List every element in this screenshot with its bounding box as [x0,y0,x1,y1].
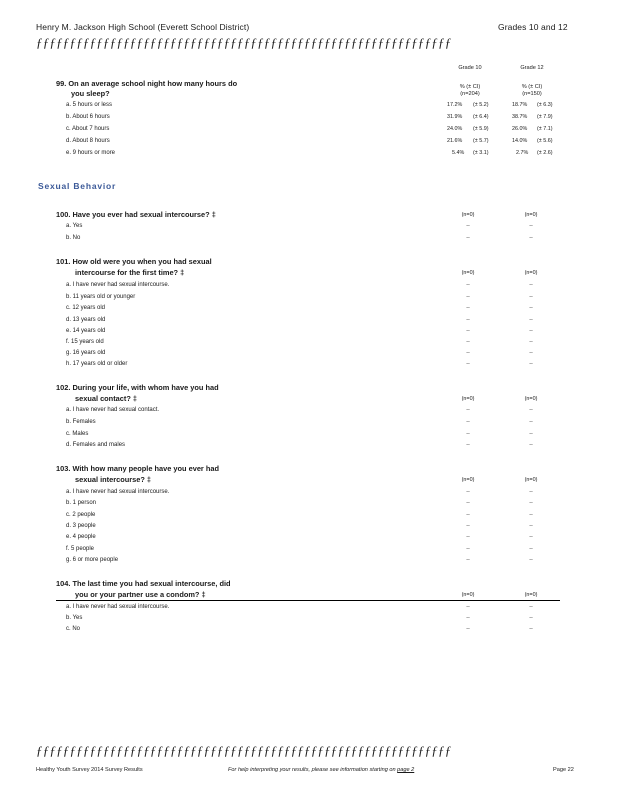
q102-c-g12: -- [529,431,533,437]
q103-option-g: g. 6 or more people [66,557,119,563]
q102-a-g10: -- [466,407,470,413]
grades-label: Grades 10 and 12 [498,22,568,32]
grade12-pct-ci: % (± CI) [521,84,543,90]
q101-b-g12: -- [529,294,533,300]
q103-option-d: d. 3 people [66,523,96,529]
q101-option-d: d. 13 years old [66,317,106,323]
grade12-header: Grade 12 [520,65,544,71]
q103-option-e: e. 4 people [66,534,96,540]
q103-n10: (n=0) [461,477,475,483]
q103-f-g12: -- [529,546,533,552]
q102-option-b: b. Females [66,419,96,425]
q99-option-d: d. About 8 hours [66,138,110,144]
section-title: Sexual Behavior [38,181,117,191]
q101-f-g10: -- [466,339,470,345]
question-100 [56,209,216,220]
page-number: Page 22 [553,767,574,773]
q103-e-g10: -- [466,534,470,540]
question-104-line2: you or your partner use a condom? ‡ [75,590,206,599]
q101-f-g12: -- [529,339,533,345]
q101-d-g10: -- [466,317,470,323]
q101-c-g10: -- [466,305,470,311]
q99-a-g10: 17.2% [447,102,463,108]
grade10-header: Grade 10 [458,65,482,71]
q102-n10: (n=0) [461,396,475,402]
q100-a-g12: -- [529,223,533,229]
q99-d-g10: 21.6% [447,138,463,144]
q103-c-g12: -- [529,512,533,518]
footer-help [228,767,414,773]
grade10-pct-ci: % (± CI) [459,84,481,90]
q101-c-g12: -- [529,305,533,311]
q102-d-g12: -- [529,442,533,448]
q99-option-b: b. About 6 hours [66,114,110,120]
q103-option-c: c. 2 people [66,512,96,518]
q101-option-a: a. I have never had sexual intercourse. [66,282,170,288]
question-103-line2: sexual intercourse? ‡ [75,475,151,484]
q104-option-b: b. Yes [66,615,83,621]
q104-b-g10: -- [466,615,470,621]
q101-a-g10: -- [466,282,470,288]
grade12-n: (n=150) [522,91,542,97]
q99-d-ci12: (± 5.6) [537,138,553,144]
q99-c-ci10: (± 5.9) [473,126,489,132]
q104-a-g10: -- [466,604,470,610]
q101-option-f: f. 15 years old [66,339,104,345]
q103-a-g10: -- [466,489,470,495]
question-101-line2: intercourse for the first time? ‡ [75,268,185,277]
q101-e-g10: -- [466,328,470,334]
q104-n10: (n=0) [461,592,475,598]
question-text-line1: During your life, with whom have you had [72,383,219,392]
q102-option-c: c. Males [66,431,89,437]
q101-g-g12: -- [529,350,533,356]
footer-help-link[interactable]: page 2 [397,767,415,773]
q99-b-ci12: (± 7.9) [537,114,553,120]
question-number: 103. [56,464,71,473]
q99-a-g12: 18.7% [512,102,528,108]
q99-e-ci10: (± 3.1) [473,150,489,156]
q100-b-g12: -- [529,235,533,241]
q101-option-g: g. 16 years old [66,350,106,356]
question-text-line1: Have you ever had sexual intercourse? ‡ [72,210,216,219]
q103-d-g12: -- [529,523,533,529]
q99-d-ci10: (± 5.7) [473,138,489,144]
q102-b-g10: -- [466,419,470,425]
q100-n12: (n=0) [524,212,538,218]
q103-c-g10: -- [466,512,470,518]
q100-b-g10: -- [466,235,470,241]
question-text-line1: On an average school night how many hours do [68,79,238,88]
q103-d-g10: -- [466,523,470,529]
question-number: 100. [56,210,71,219]
q101-option-c: c. 12 years old [66,305,106,311]
q104-option-c: c. No [66,626,81,632]
q99-c-ci12: (± 7.1) [537,126,553,132]
q99-option-e: e. 9 hours or more [66,150,116,156]
q103-e-g12: -- [529,534,533,540]
q101-e-g12: -- [529,328,533,334]
q103-n12: (n=0) [524,477,538,483]
grade10-n: (n=204) [460,91,480,97]
q101-option-e: e. 14 years old [66,328,106,334]
q102-b-g12: -- [529,419,533,425]
question-102 [56,382,219,393]
q104-a-g12: -- [529,604,533,610]
question-number: 99. [56,79,67,88]
question-103 [56,463,219,474]
q103-g-g12: -- [529,557,533,563]
q103-option-f: f. 5 people [66,546,95,552]
question-104 [56,578,231,589]
q99-option-c: c. About 7 hours [66,126,110,132]
q100-a-g10: -- [466,223,470,229]
q103-a-g12: -- [529,489,533,495]
q102-option-d: d. Females and males [66,442,126,448]
q102-c-g10: -- [466,431,470,437]
q99-b-g12: 38.7% [512,114,528,120]
q99-a-ci10: (± 5.2) [473,102,489,108]
q104-b-g12: -- [529,615,533,621]
q104-n12: (n=0) [524,592,538,598]
q103-g-g10: -- [466,557,470,563]
q99-b-g10: 31.9% [447,114,463,120]
q99-e-g12: 2.7% [516,150,529,156]
q99-option-a: a. 5 hours or less [66,102,113,108]
school-title: Henry M. Jackson High School (Everett School District) [36,22,250,32]
q100-option-a: a. Yes [66,223,83,229]
q101-n10: (n=0) [461,270,475,276]
q103-b-g10: -- [466,500,470,506]
q102-option-a: a. I have never had sexual contact. [66,407,160,413]
question-number: 104. [56,579,71,588]
q99-b-ci10: (± 6.4) [473,114,489,120]
q99-c-g12: 26.0% [512,126,528,132]
q102-n12: (n=0) [524,396,538,402]
q104-c-g10: -- [466,626,470,632]
q104-divider [56,600,560,601]
q101-option-h: h. 17 years old or older [66,361,128,367]
q100-option-b: b. No [66,235,81,241]
q99-a-ci12: (± 6.3) [537,102,553,108]
footer-decoration: ƒƒƒƒƒƒƒƒƒƒƒƒƒƒƒƒƒƒƒƒƒƒƒƒƒƒƒƒƒƒƒƒƒƒƒƒƒƒƒƒƒƒƒƒƒƒƒƒƒƒƒƒƒƒƒƒƒƒƒƒƒƒ [36,744,452,758]
q103-b-g12: -- [529,500,533,506]
question-99-line2: you sleep? [71,89,110,98]
q101-n12: (n=0) [524,270,538,276]
q99-e-g10: 5.4% [452,150,465,156]
question-text-line1: With how many people have you ever had [72,464,219,473]
q101-d-g12: -- [529,317,533,323]
header-decoration: ƒƒƒƒƒƒƒƒƒƒƒƒƒƒƒƒƒƒƒƒƒƒƒƒƒƒƒƒƒƒƒƒƒƒƒƒƒƒƒƒƒƒƒƒƒƒƒƒƒƒƒƒƒƒƒƒƒƒƒƒƒƒ [36,36,452,50]
q104-option-a: a. I have never had sexual intercourse. [66,604,170,610]
q103-f-g10: -- [466,546,470,552]
q104-c-g12: -- [529,626,533,632]
question-102-line2: sexual contact? ‡ [75,394,138,403]
q102-a-g12: -- [529,407,533,413]
q103-option-b: b. 1 person [66,500,97,506]
q103-option-a: a. I have never had sexual intercourse. [66,489,170,495]
question-text-line1: The last time you had sexual intercourse, did [72,579,231,588]
q101-a-g12: -- [529,282,533,288]
q101-g-g10: -- [466,350,470,356]
q101-h-g12: -- [529,361,533,367]
q101-option-b: b. 11 years old or younger [66,294,136,300]
q100-n10: (n=0) [461,212,475,218]
q99-d-g12: 14.0% [512,138,528,144]
footer-help-text: For help interpreting your results, please see information starting on [228,767,396,773]
q102-d-g10: -- [466,442,470,448]
q101-h-g10: -- [466,361,470,367]
question-number: 102. [56,383,71,392]
question-number: 101. [56,257,71,266]
question-101 [56,256,212,267]
question-text-line1: How old were you when you had sexual [72,257,212,266]
q101-b-g10: -- [466,294,470,300]
q99-c-g10: 24.0% [447,126,463,132]
footer-survey: Healthy Youth Survey 2014 Survey Results [36,767,143,773]
q99-e-ci12: (± 2.6) [537,150,553,156]
